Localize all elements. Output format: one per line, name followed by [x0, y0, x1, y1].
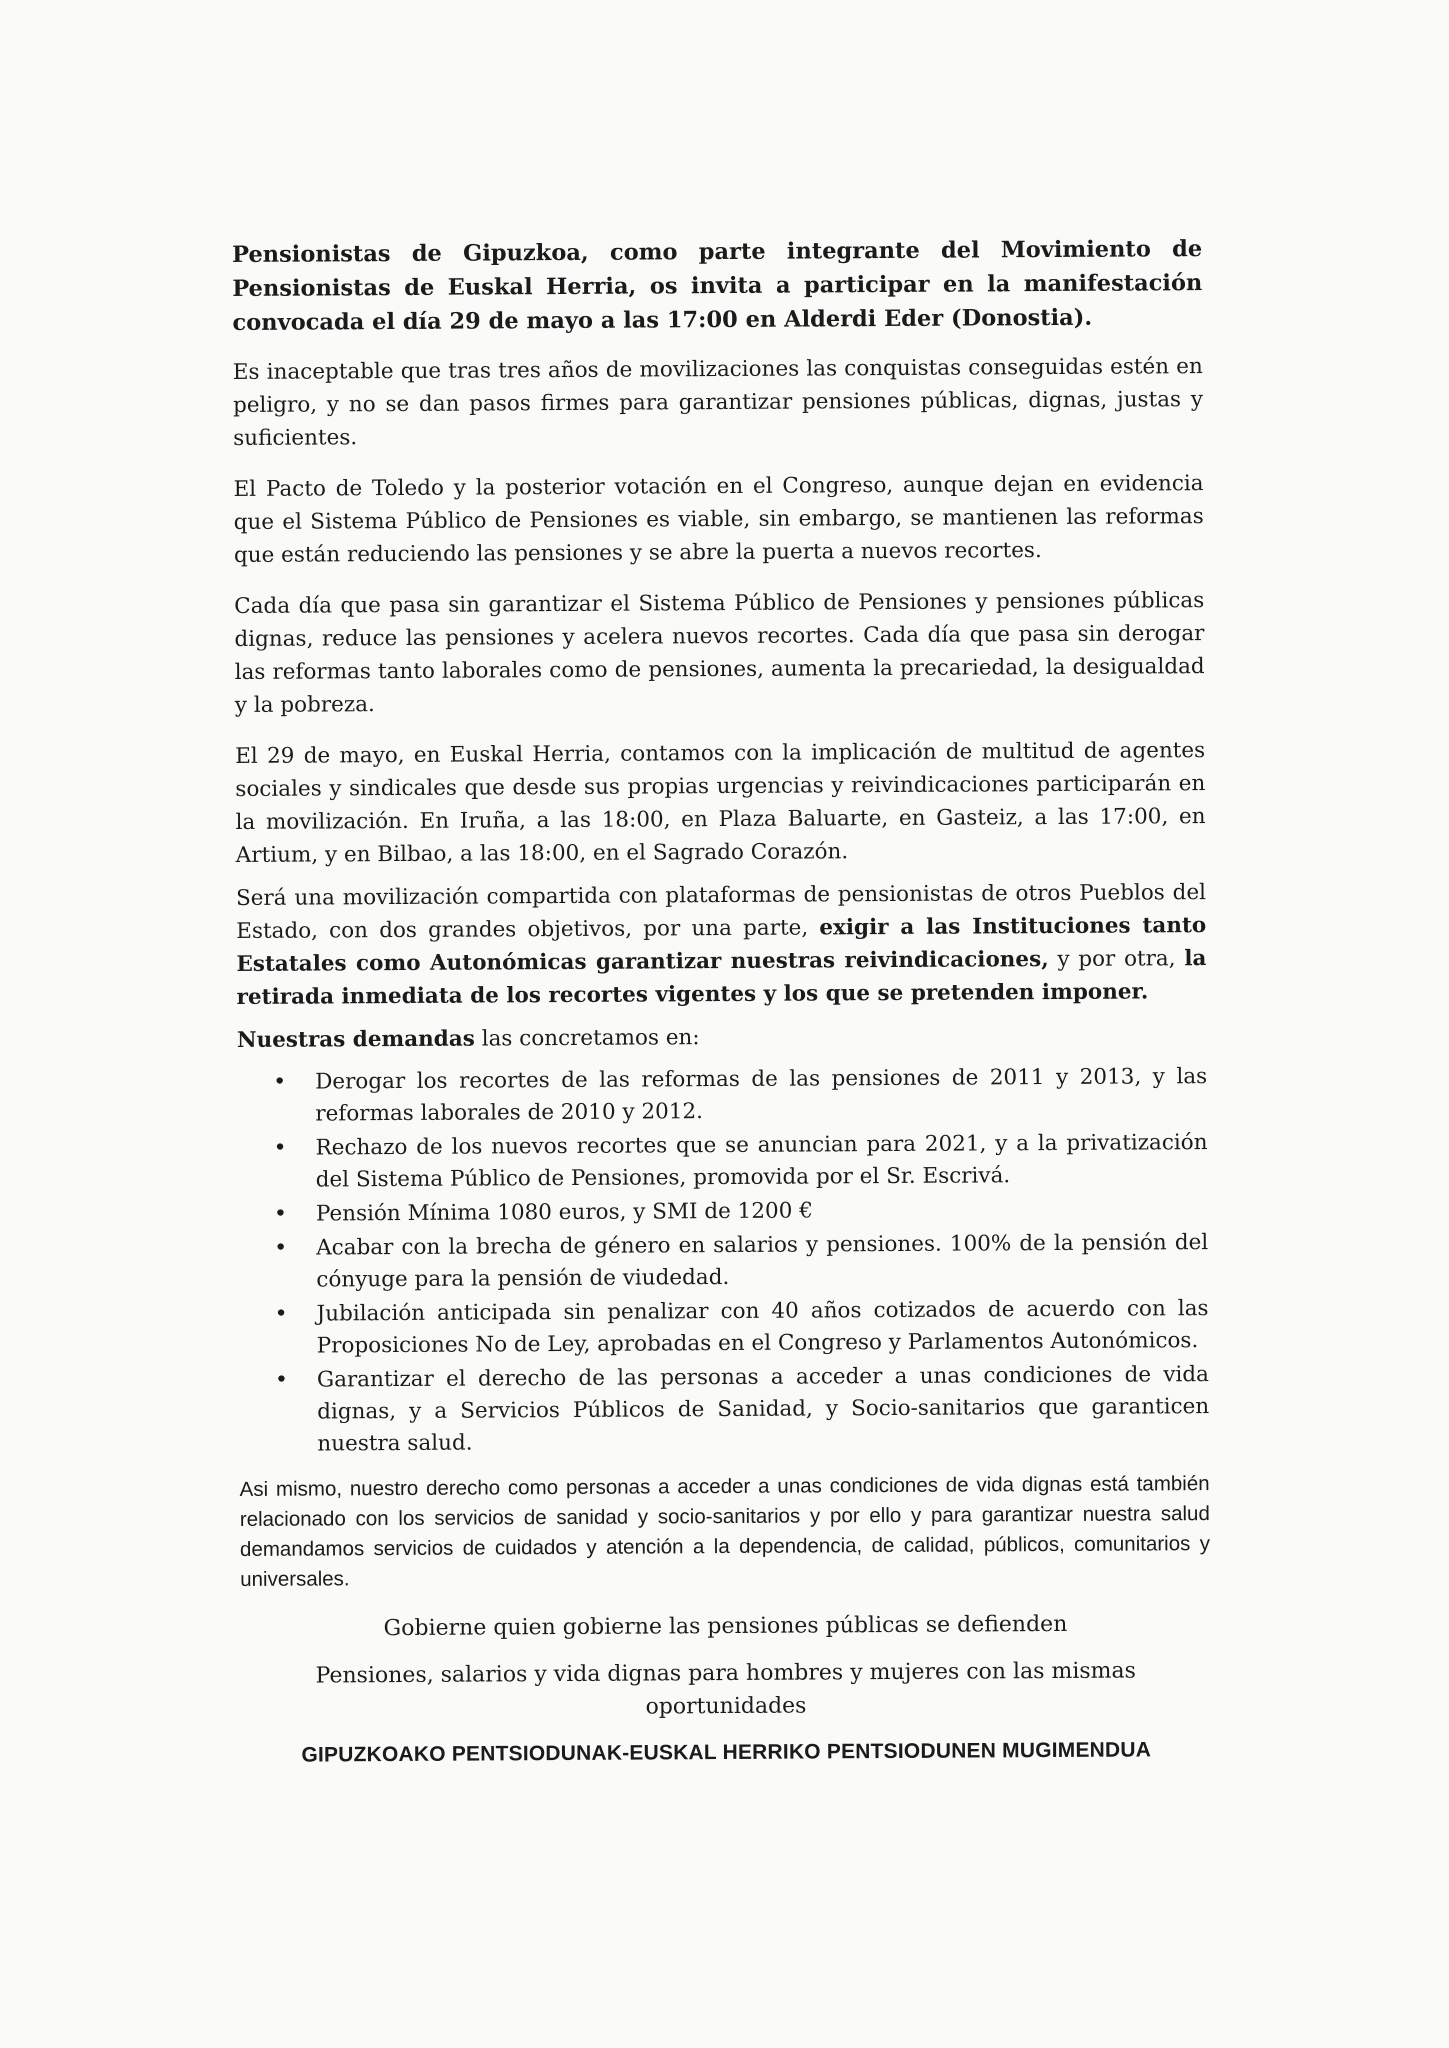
objectives-bold-2: la retirada inmediata de los recortes vigentes y los que se pretenden imponer. [236, 946, 1207, 1010]
intro-text: Pensionistas de Gipuzkoa, como parte integrante del Movimiento de Pensionistas de Euskal Herria, os invita a participar en la manifestación convocada el día 29 de mayo a las 17:00 en Alderdi Eder (Donostia). [232, 236, 1203, 336]
demands-intro-rest: las concretamos en: [474, 1025, 700, 1052]
paragraph-pacto-toledo: El Pacto de Toledo y la posterior votación en el Congreso, aunque dejan en evidencia que el Sistema Público de Pensiones es viable, sin embargo, se mantienen las reformas que están reduciendo las pensiones y se abre la puerta a nuevos recortes. [233, 471, 1204, 568]
list-item [273, 1127, 1207, 1197]
slogan-2: Pensiones, salarios y vida dignas para hombres y mujeres con las mismas oportunidades [315, 1658, 1136, 1720]
objectives-text-1: Será una movilización compartida con plataformas de pensionistas de otros Pueblos del Estado, con dos grandes objetivos, por una parte, [235, 880, 1207, 944]
paragraph-unacceptable: Es inaceptable que tras tres años de movilizaciones las conquistas conseguidas estén en peligro, y no se dan pasos firmes para garantizar pensiones públicas, dignas, justas y suficientes. [232, 354, 1204, 451]
bullet-icon: • [274, 1235, 288, 1261]
intro-paragraph [232, 232, 1203, 340]
demands-list [237, 1061, 1209, 1461]
list-item [273, 1061, 1207, 1131]
paragraph-cada-dia: Cada día que pasa sin garantizar el Sistema Público de Pensiones y pensiones públicas dignas, reduce las pensiones y acelera nuevos recortes. Cada día que pasa sin derogar las reformas tanto laborales como de pensiones, aumenta la precariedad, la desigualdad y la pobreza. [234, 588, 1205, 718]
demands-intro [237, 1018, 1207, 1057]
bullet-icon: • [273, 1135, 287, 1161]
slogan-1: Gobierne quien gobierne las pensiones públicas se defienden [383, 1611, 1068, 1642]
document-body [232, 232, 1211, 1772]
list-item [274, 1227, 1208, 1297]
bullet-icon: • [273, 1069, 287, 1095]
bullet-icon: • [273, 1201, 288, 1227]
demand-text: Acabar con la brecha de género en salarios y pensiones. 100% de la pensión del cónyuge para la pensión de viudedad. [316, 1230, 1209, 1293]
closing-paragraph: Asi mismo, nuestro derecho como personas a acceder a unas condiciones de vida dignas está también relacionado con los servicios de sanidad y socio-sanitarios y por ello y para garantizar nuestra salud demandamos servicios de cuidados y atención a la dependencia, de calidad, públicos, comunitarios y universales. [239, 1472, 1211, 1591]
demands-intro-bold: Nuestras demandas [236, 1026, 475, 1053]
demand-text: Pensión Mínima 1080 euros, y SMI de 1200 € [315, 1198, 813, 1227]
paragraph-objectives [236, 876, 1207, 1014]
list-item [275, 1359, 1210, 1461]
bullet-icon: • [274, 1301, 288, 1327]
signature: GIPUZKOAKO PENTSIODUNAK-EUSKAL HERRIKO PENTSIODUNEN MUGIMENDUA [301, 1738, 1152, 1767]
paragraph-29-mayo: El 29 de mayo, en Euskal Herria, contamos con la implicación de multitud de agentes sociales y sindicales que desde sus propias urgencias y reivindicaciones participarán en la movilización. En Iruña, a las 18:00, en Plaza Baluarte, en Gasteiz, a las 17:00, en Artium, y en Bilbao, a las 18:00, en el Sagrado Corazón. [235, 738, 1206, 868]
demand-text: Jubilación anticipada sin penalizar con 40 años cotizados de acuerdo con las Proposiciones No de Ley, aprobadas en el Congreso y Parlamentos Autonómicos. [316, 1296, 1209, 1359]
demand-text: Garantizar el derecho de las personas a acceder a unas condiciones de vida dignas, y a Servicios Públicos de Sanidad, y Socio-sanitarios que garanticen nuestra salud. [316, 1362, 1210, 1457]
demand-text: Rechazo de los nuevos recortes que se anuncian para 2021, y a la privatización del Sistema Público de Pensiones, promovida por el Sr. Escrivá. [315, 1130, 1208, 1193]
objectives-text-2: y por otra, [1048, 946, 1185, 973]
demand-text: Derogar los recortes de las reformas de las pensiones de 2011 y 2013, y las reformas laborales de 2010 y 2012. [315, 1064, 1208, 1127]
list-item [274, 1293, 1208, 1363]
bullet-icon: • [274, 1367, 289, 1393]
list-item [274, 1193, 1208, 1231]
objectives-bold-1: exigir a las Instituciones tanto Estatales como Autonómicas garantizar nuestras reivindicaciones, [236, 913, 1207, 977]
